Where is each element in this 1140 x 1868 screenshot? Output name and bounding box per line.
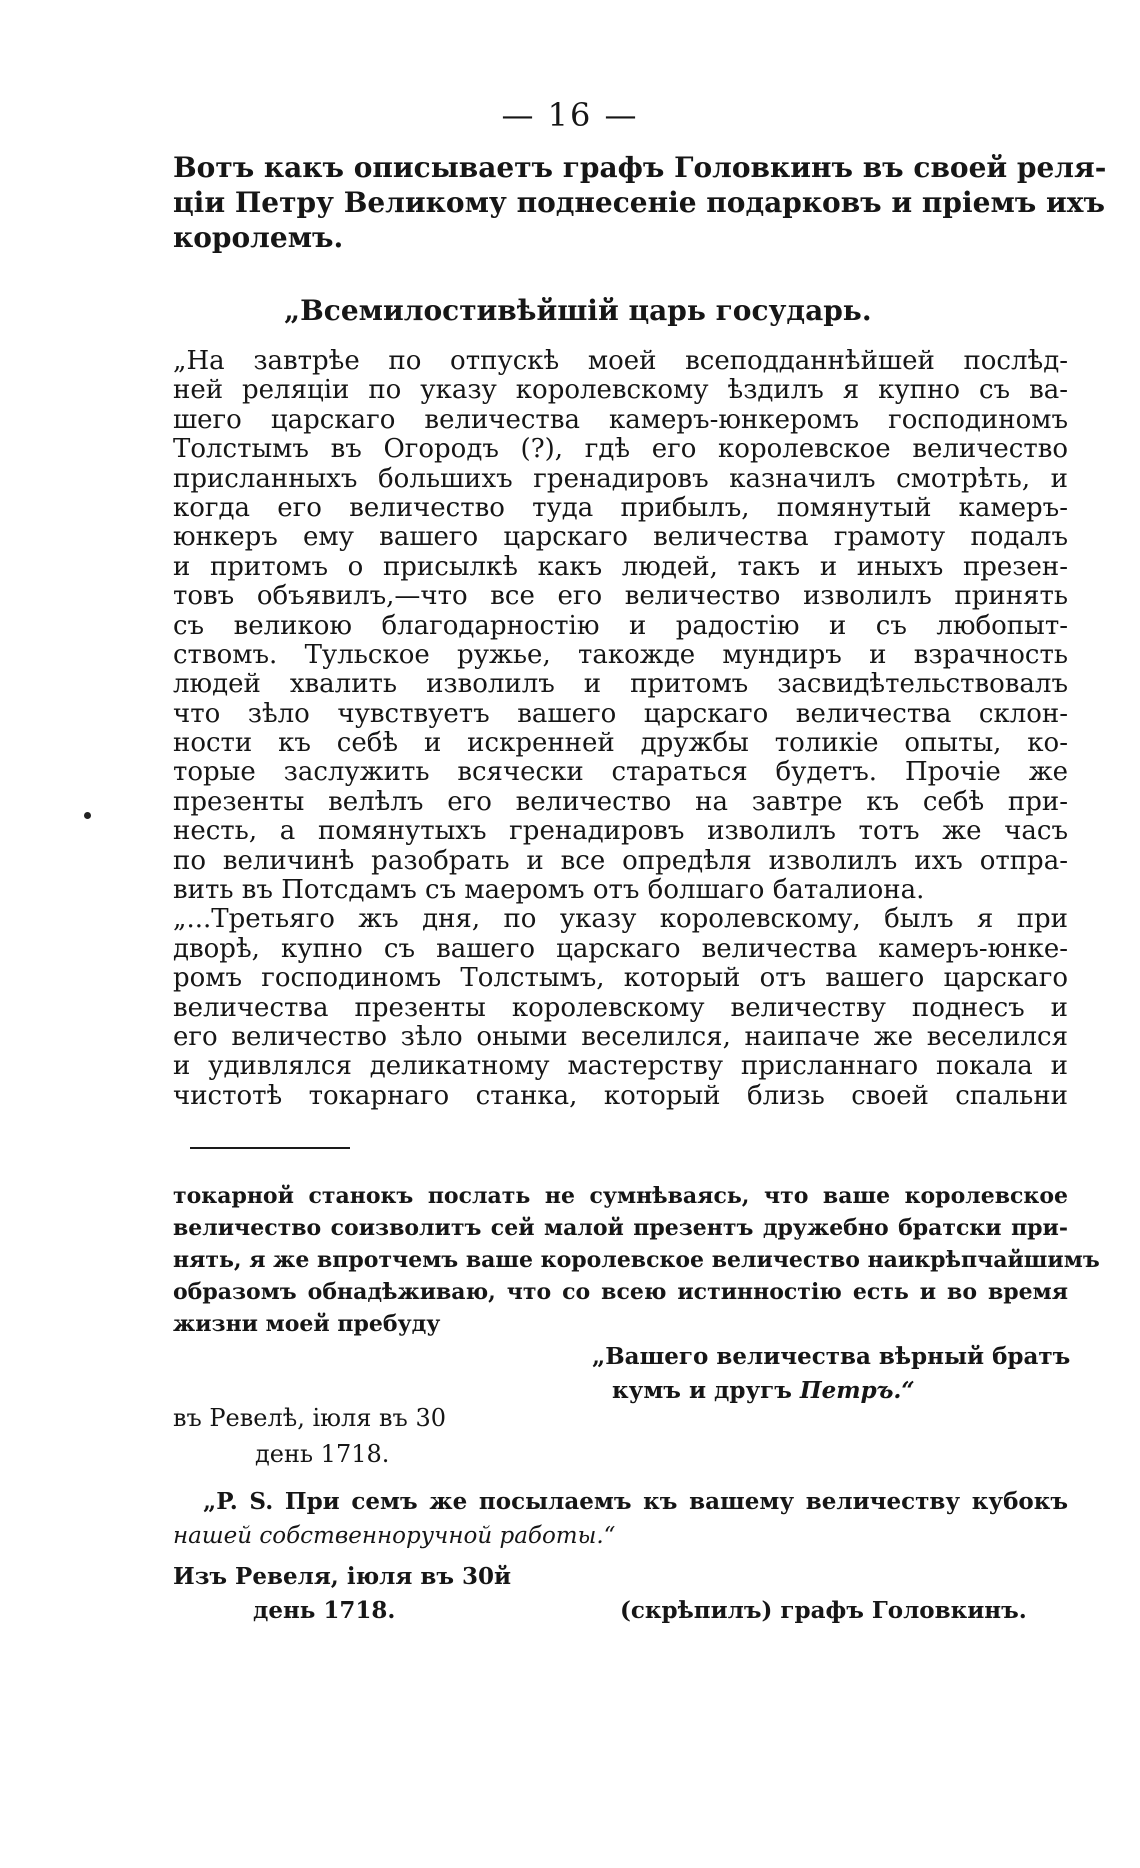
body-line: вить въ Потсдамъ съ маеромъ отъ болшаго баталиона. <box>173 875 925 906</box>
postscript-date <box>173 1560 511 1628</box>
body-line: съ великою благодарностію и радостію и съ любопыт- <box>173 610 1068 641</box>
body-line: ней реляціи по указу королевскому ѣздилъ я купно съ ва- <box>173 375 1068 406</box>
place-date-line: день 1718. <box>255 1440 390 1468</box>
body-line: шего царскаго величества камеръ-юнкеромъ господиномъ <box>173 404 1068 435</box>
body-line: товъ объявилъ,—что все его величество изволилъ принять <box>173 581 1068 612</box>
footnote-line: токарной станокъ послать не сумнѣваясь, что ваше королевское <box>173 1183 1068 1209</box>
intro-line: Вотъ какъ описываетъ графъ Головкинъ въ своей реля- <box>173 151 1107 184</box>
letter-place-date <box>173 1400 446 1472</box>
body-line: по величинѣ разобрать и все опредѣля изволилъ ихъ отпра- <box>173 845 1068 876</box>
signature-line <box>592 1374 1070 1408</box>
signature-line: „Вашего величества вѣрный братъ <box>592 1343 1071 1370</box>
footnote <box>173 1180 1100 1340</box>
body-line: Толстымъ въ Огородъ (?), гдѣ его королевское величество <box>173 434 1068 465</box>
intro-line: королемъ. <box>173 221 344 254</box>
body-line: юнкеръ ему вашего царскаго величества грамоту подалъ <box>173 522 1068 553</box>
signature-name: Петръ.“ <box>799 1377 915 1404</box>
body-line: чистотѣ токарнаго станка, который близь своей спальни <box>173 1080 1068 1111</box>
body-line: „На завтрѣе по отпускѣ моей всеподданнѣйшей послѣд- <box>173 346 1068 376</box>
signature-prefix: кумъ и другъ <box>612 1377 800 1404</box>
letter-body <box>173 347 1068 1111</box>
body-line: и удивлялся деликатному мастерству присланнаго покала и <box>173 1051 1068 1082</box>
postscript-line: нашей собственноручной работы.“ <box>173 1523 616 1549</box>
ps-date-line: Изъ Ревеля, іюля въ 30й <box>173 1563 512 1590</box>
body-line: когда его величество туда прибылъ, помянутый камеръ- <box>173 492 1068 523</box>
body-line: торые заслужить всячески стараться будетъ. Прочіе же <box>173 757 1068 788</box>
body-line: презенты велѣлъ его величество на завтре къ себѣ при- <box>173 786 1068 817</box>
body-line: людей хвалить изволилъ и притомъ засвидѣтельствовалъ <box>173 669 1068 700</box>
intro-line: ціи Петру Великому поднесеніе подарковъ и пріемъ ихъ <box>173 186 1105 219</box>
body-line: ности къ себѣ и искренней дружбы толикіе опыты, ко- <box>173 728 1068 759</box>
margin-dot <box>84 812 91 819</box>
page-number: — 16 — <box>501 96 639 134</box>
letter-signature <box>592 1340 1070 1408</box>
place-date-line: въ Ревелѣ, іюля въ 30 <box>173 1404 446 1432</box>
body-line: его величество зѣло оными веселился, наипаче же веселился <box>173 1021 1068 1052</box>
footnote-line: нять, я же впротчемъ ваше королевское величество наикрѣпчайшимъ <box>173 1247 1100 1273</box>
body-line: несть, а помянутыхъ гренадировъ изволилъ тотъ же часъ <box>173 816 1068 847</box>
intro-paragraph <box>173 150 1107 255</box>
body-line: присланныхъ большихъ гренадировъ казначилъ смотрѣть, и <box>173 463 1068 494</box>
body-line: ствомъ. Тульское ружье, такожде мундиръ и взрачность <box>173 639 1068 670</box>
body-line: ромъ господиномъ Толстымъ, который отъ вашего царскаго <box>173 963 1068 994</box>
postscript-line: „P. S. При семъ же посылаемъ къ вашему величеству кубокъ <box>203 1488 1068 1515</box>
body-line: „...Третьяго жъ дня, по указу королевскому, былъ я при <box>173 904 1068 935</box>
footnote-line: жизни моей пребуду <box>173 1311 441 1337</box>
closing-countersign: (скрѣпилъ) графъ Головкинъ. <box>620 1597 1027 1624</box>
footnote-line: образомъ обнадѣживаю, что со всею истинностію есть и во время <box>173 1279 1068 1305</box>
body-line: и притомъ о присылкѣ какъ людей, такъ и иныхъ презен- <box>173 551 1068 582</box>
letter-salutation: „Всемилостивѣйшій царь государь. <box>284 294 872 327</box>
footnote-separator <box>190 1147 350 1149</box>
body-line: дворѣ, купно съ вашего царскаго величества камеръ-юнке- <box>173 933 1068 964</box>
postscript <box>173 1485 1068 1553</box>
footnote-line: величество соизволитъ сей малой презентъ дружебно братски при- <box>173 1215 1068 1241</box>
body-line: величества презенты королевскому величеству поднесъ и <box>173 992 1068 1023</box>
ps-date-line: день 1718. <box>253 1597 396 1624</box>
body-line: что зѣло чувствуетъ вашего царскаго величества склон- <box>173 698 1068 729</box>
